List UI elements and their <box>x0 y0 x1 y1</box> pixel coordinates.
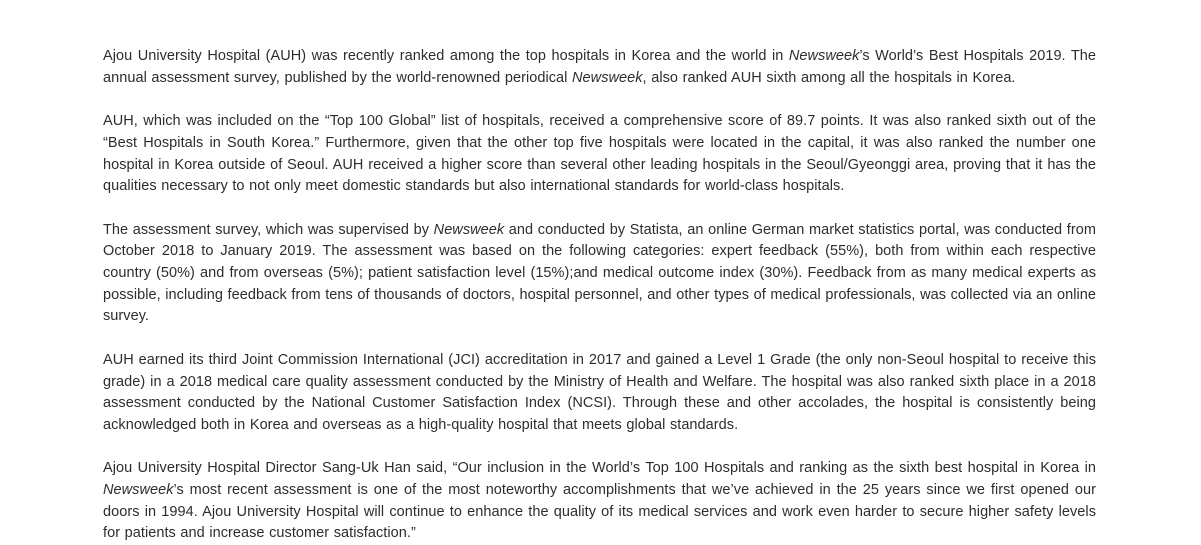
text-run: ’s most recent assessment is one of the most noteworthy accomplishments that we’ve achieved in the 25 years since we first opened our doors in 1994. Ajou University Hospital will continue to enhance the quality of its medical services and work even harder to secure higher safety levels for patients and increase customer satisfaction.” <box>103 482 1096 542</box>
text-run: AUH, which was included on the “Top 100 Global” list of hospitals, received a comprehensive score of 89.7 points. It was also ranked sixth out of the “Best Hospitals in South Korea.” Furthermore, given that the other top five hospitals were located in the capital, it was also ranked the number one hospital in Korea outside of Seoul. AUH received a higher score than several other leading hospitals in the Seoul/Gyeonggi area, proving that it has the qualities necessary to not only meet domestic standards but also international standards for world-class hospitals. <box>103 113 1096 195</box>
italic-text-run: Newsweek <box>433 221 505 238</box>
italic-text-run: Newsweek <box>572 69 643 86</box>
italic-text-run: Newsweek <box>788 48 860 64</box>
article-paragraph <box>103 111 1096 198</box>
text-run: Ajou University Hospital Director Sang-Uk Han said, “Our inclusion in the World’s Top 100 Hospitals and ranking as the sixth best hospital in Korea in <box>103 460 1096 477</box>
italic-text-run: Newsweek <box>103 482 174 498</box>
text-run: , also ranked AUH sixth among all the hospitals in Korea. <box>642 69 1016 86</box>
article-paragraph <box>103 46 1096 89</box>
article-paragraph <box>103 220 1096 329</box>
text-run: The assessment survey, which was supervised by <box>103 221 434 238</box>
article-paragraph <box>103 350 1096 437</box>
article-paragraph <box>103 458 1096 545</box>
text-run: AUH earned its third Joint Commission International (JCI) accreditation in 2017 and gained a Level 1 Grade (the only non-Seoul hospital to receive this grade) in a 2018 medical care quality assessment conducted by the Ministry of Health and Welfare. The hospital was also ranked sixth place in a 2018 assessment conducted by the National Customer Satisfaction Index (NCSI). Through these and other accolades, the hospital is consistently being acknowledged both in Korea and overseas as a high-quality hospital that meets global standards. <box>103 351 1096 433</box>
text-run: Ajou University Hospital (AUH) was recently ranked among the top hospitals in Korea and the world in <box>103 48 789 64</box>
text-run: ’s World’s Best Hospitals 2019. The annual assessment survey, published by the world-renowned periodical <box>103 48 1096 86</box>
text-run: and conducted by Statista, an online German market statistics portal, was conducted from October 2018 to January 2019. The assessment was based on the following categories: expert feedback (55%), both from within each respective country (50%) and from overseas (5%); patient satisfaction level (15%);and medical outcome index (30%). Feedback from as many medical experts as possible, including feedback from tens of thousands of doctors, hospital personnel, and other types of medical professionals, was collected via an online survey. <box>103 221 1096 325</box>
